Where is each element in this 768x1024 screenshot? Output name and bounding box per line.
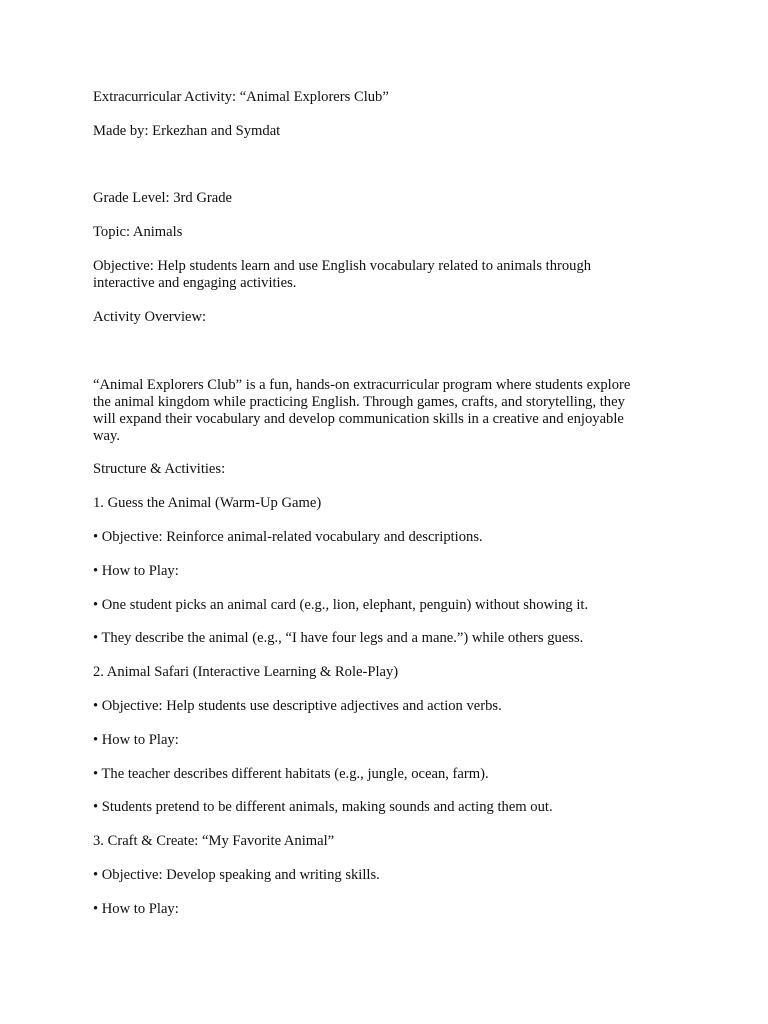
overview-line-3: will expand their vocabulary and develop communication skills in a creative and enjoyable [93,411,624,427]
overview-heading: Activity Overview: [93,309,207,325]
objective-line-2: interactive and engaging activities. [93,275,297,291]
activity-1-how-to-play: • How to Play: [93,563,179,579]
activity-1-step-1: • One student picks an animal card (e.g., lion, elephant, penguin) without showing it. [93,597,589,613]
overview-line-2: the animal kingdom while practicing English. Through games, crafts, and storytelling, they [93,394,625,410]
activity-3-objective: • Objective: Develop speaking and writing skills. [93,867,380,883]
structure-heading: Structure & Activities: [93,461,226,477]
topic-line: Topic: Animals [93,224,183,240]
activity-2-step-1: • The teacher describes different habitats (e.g., jungle, ocean, farm). [93,766,489,782]
objective-line-1: Objective: Help students learn and use English vocabulary related to animals through [93,258,592,274]
activity-1-heading: 1. Guess the Animal (Warm-Up Game) [93,495,322,511]
activity-3-how-to-play: • How to Play: [93,901,179,917]
activity-2-objective: • Objective: Help students use descriptive adjectives and action verbs. [93,698,502,714]
overview-line-1: “Animal Explorers Club” is a fun, hands-on extracurricular program where students explore [93,377,631,393]
activity-1-step-2: • They describe the animal (e.g., “I have four legs and a mane.”) while others guess. [93,630,584,646]
activity-2-heading: 2. Animal Safari (Interactive Learning & Role-Play) [93,664,399,680]
activity-2-step-2: • Students pretend to be different animals, making sounds and acting them out. [93,799,553,815]
overview-line-4: way. [93,428,121,444]
activity-3-heading: 3. Craft & Create: “My Favorite Animal” [93,833,335,849]
activity-2-how-to-play: • How to Play: [93,732,179,748]
authors-line: Made by: Erkezhan and Symdat [93,123,281,139]
grade-level-line: Grade Level: 3rd Grade [93,190,232,206]
document-title: Extracurricular Activity: “Animal Explorers Club” [93,89,389,105]
activity-1-objective: • Objective: Reinforce animal-related vocabulary and descriptions. [93,529,483,545]
